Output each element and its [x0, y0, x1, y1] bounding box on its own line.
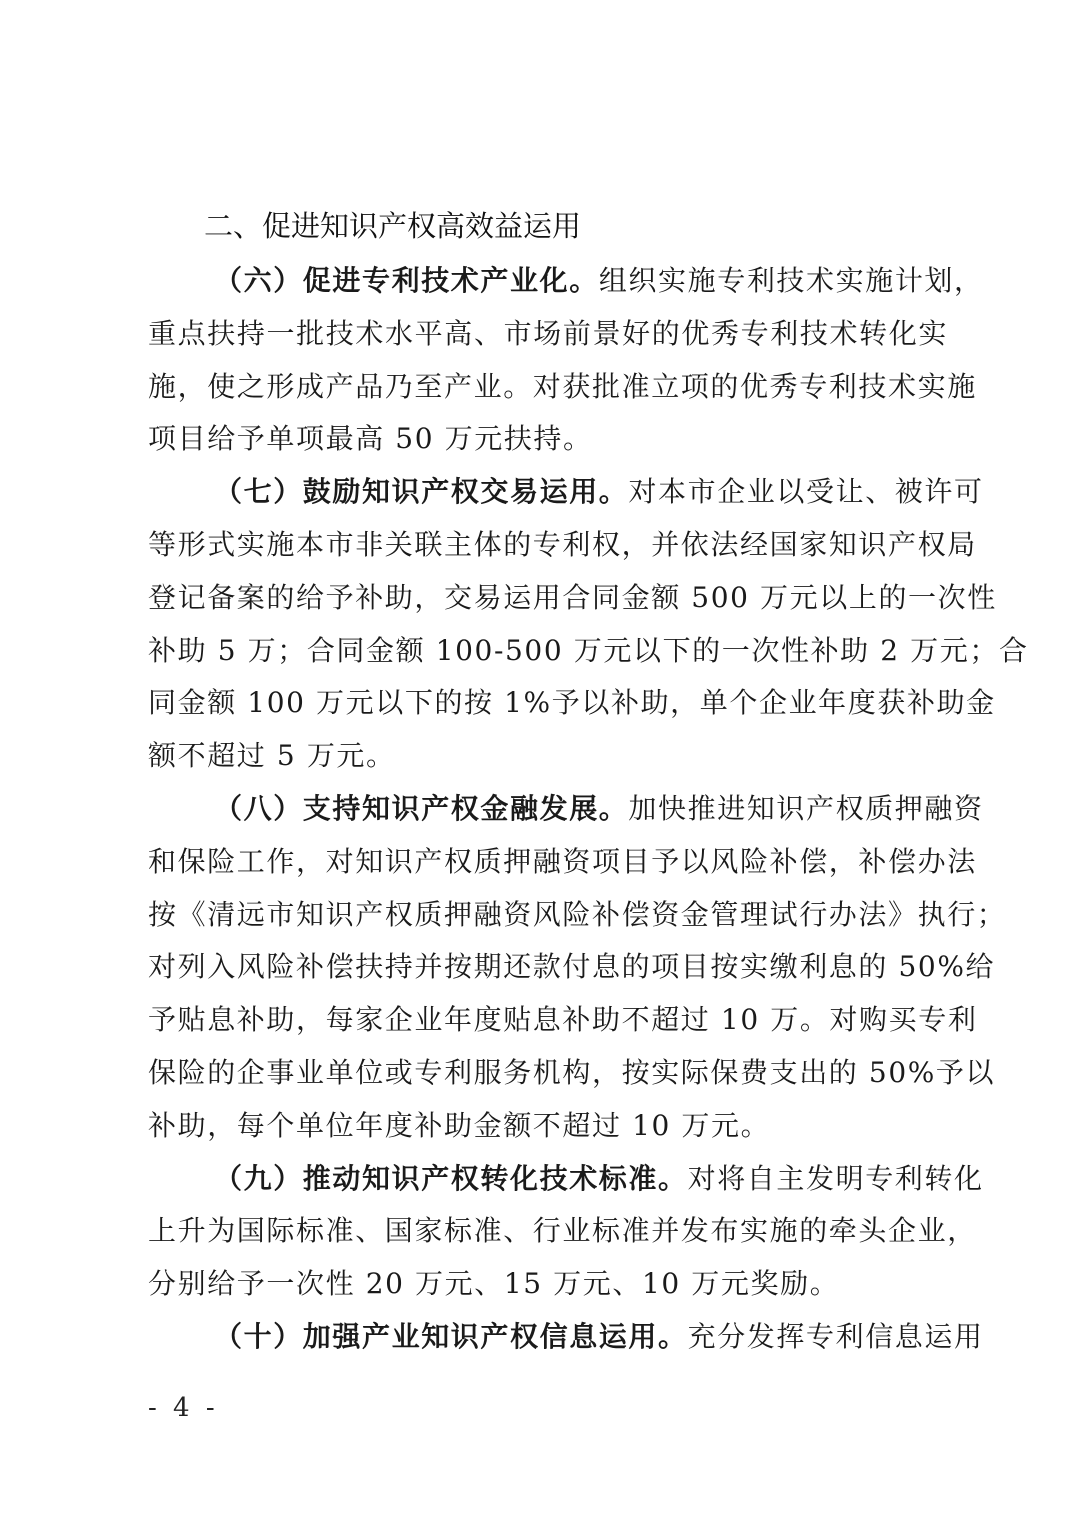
- paragraph-line: 上升为国际标准、国家标准、行业标准并发布实施的牵头企业，: [148, 1214, 977, 1248]
- paragraph-line: 补助 5 万；合同金额 100-500 万元以下的一次性补助 2 万元；合: [148, 633, 1029, 667]
- paragraph-line: 按《清远市知识产权质押融资风险补偿资金管理试行办法》执行；: [148, 897, 1007, 931]
- paragraph-line: 重点扶持一批技术水平高、市场前景好的优秀专利技术转化实: [148, 316, 948, 350]
- paragraph-8: [148, 783, 1007, 1153]
- page-number: - 4 -: [148, 1393, 219, 1423]
- paragraph-9: [148, 1153, 984, 1311]
- paragraph-lead: （六）促进专利技术产业化。: [214, 264, 599, 297]
- paragraph-line: 保险的企事业单位或专利服务机构，按实际保费支出的 50%予以: [148, 1055, 996, 1089]
- paragraph-7: [148, 466, 1029, 783]
- paragraph-line: 施，使之形成产品乃至产业。对获批准立项的优秀专利技术实施: [148, 369, 977, 403]
- paragraph-line: （九）推动知识产权转化技术标准。对将自主发明专利转化: [214, 1161, 984, 1195]
- paragraph-line: 同金额 100 万元以下的按 1%予以补助，单个企业年度获补助金: [148, 686, 996, 720]
- paragraph-line: 补助，每个单位年度补助金额不超过 10 万元。: [148, 1108, 771, 1142]
- paragraph-lead: （九）推动知识产权转化技术标准。: [214, 1161, 688, 1195]
- paragraph-line: 予贴息补助，每家企业年度贴息补助不超过 10 万。对购买专利: [148, 1003, 978, 1037]
- paragraph-line: 分别给予一次性 20 万元、15 万元、10 万元奖励。: [148, 1267, 840, 1301]
- paragraph-10: [148, 1311, 984, 1364]
- paragraph-line: 项目给予单项最高 50 万元扶持。: [148, 422, 593, 456]
- paragraph-line: 对列入风险补偿扶持并按期还款付息的项目按实缴利息的 50%给: [148, 950, 996, 984]
- document-body: [148, 255, 1029, 1364]
- paragraph-6: [148, 255, 984, 466]
- paragraph-line: 额不超过 5 万元。: [148, 739, 396, 773]
- paragraph-line: （八）支持知识产权金融发展。加快推进知识产权质押融资: [214, 791, 984, 825]
- paragraph-lead: （十）加强产业知识产权信息运用。: [214, 1319, 688, 1353]
- paragraph-lead: （七）鼓励知识产权交易运用。: [214, 475, 629, 509]
- paragraph-line: 等形式实施本市非关联主体的专利权，并依法经国家知识产权局: [148, 527, 977, 561]
- paragraph-line: 登记备案的给予补助，交易运用合同金额 500 万元以上的一次性: [148, 580, 997, 614]
- section-heading: 二、促进知识产权高效益运用: [204, 209, 582, 243]
- paragraph-line: （六）促进专利技术产业化。组织实施专利技术实施计划，: [214, 264, 984, 297]
- paragraph-line: （十）加强产业知识产权信息运用。充分发挥专利信息运用: [214, 1319, 984, 1353]
- paragraph-lead: （八）支持知识产权金融发展。: [214, 791, 629, 825]
- paragraph-line: 和保险工作，对知识产权质押融资项目予以风险补偿，补偿办法: [148, 844, 977, 878]
- paragraph-line: （七）鼓励知识产权交易运用。对本市企业以受让、被许可: [214, 475, 984, 509]
